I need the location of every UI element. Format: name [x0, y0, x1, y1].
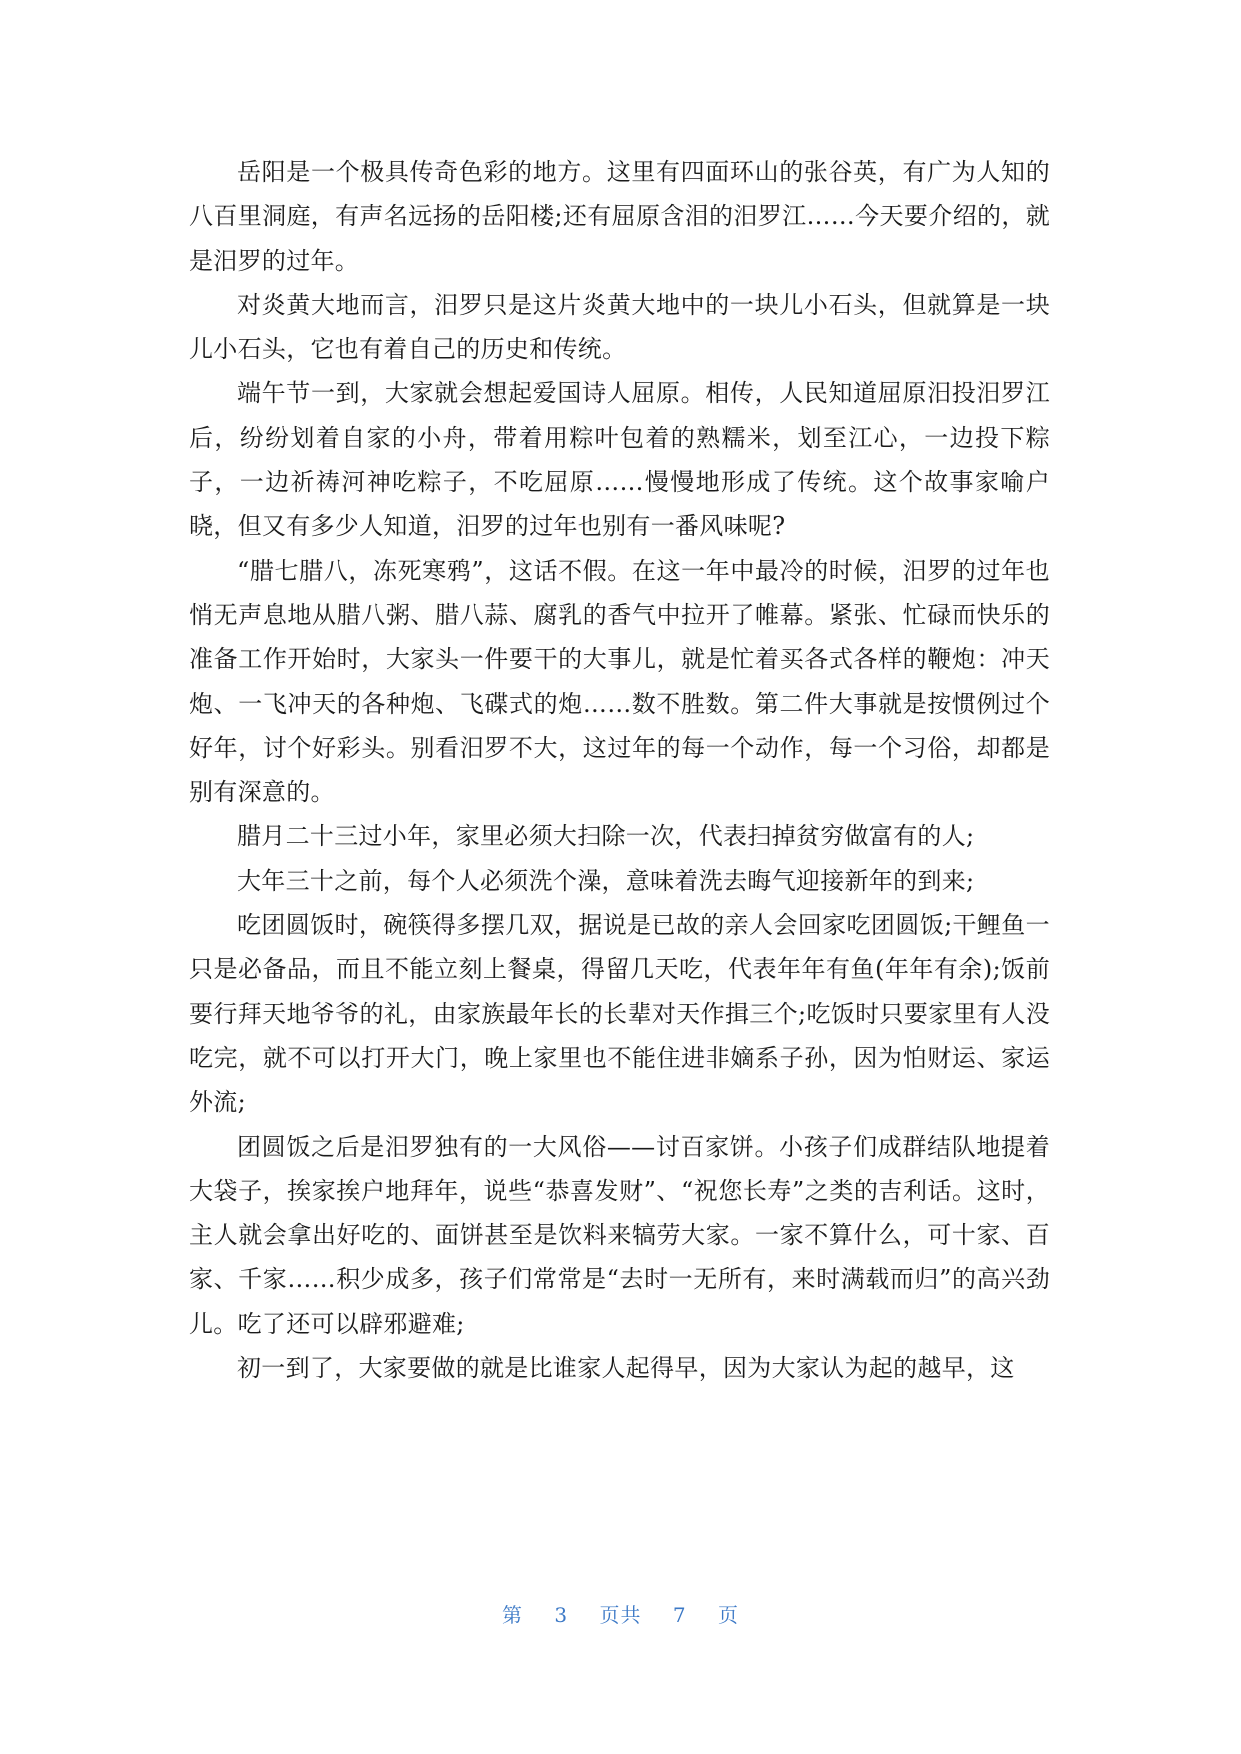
article-body [189, 150, 1050, 1390]
paragraph: “腊七腊八，冻死寒鸦”，这话不假。在这一年中最冷的时候，汨罗的过年也悄无声息地从腊八粥、腊八蒜、腐乳的香气中拉开了帷幕。紧张、忙碌而快乐的准备工作开始时，大家头一件要干的大事儿，就是忙着买各式各样的鞭炮：冲天炮、一飞冲天的各种炮、飞碟式的炮……数不胜数。第二件大事就是按惯例过个好年，讨个好彩头。别看汨罗不大，这过年的每一个动作，每一个习俗，却都是别有深意的。 [189, 556, 1050, 807]
footer-text-middle: 页共 [599, 1603, 642, 1627]
paragraph: 吃团圆饭时，碗筷得多摆几双，据说是已故的亲人会回家吃团圆饭;干鲤鱼一只是必备品，而且不能立刻上餐桌，得留几天吃，代表年年有鱼(年年有余);饭前要行拜天地爷爷的礼，由家族最年长的长辈对天作揖三个;吃饭时只要家里有人没吃完，就不可以打开大门，晚上家里也不能住进非嫡系子孙，因为怕财运、家运外流; [189, 911, 1050, 1117]
paragraph: 岳阳是一个极具传奇色彩的地方。这里有四面环山的张谷英，有广为人知的八百里洞庭，有声名远扬的岳阳楼;还有屈原含泪的汨罗江……今天要介绍的，就是汨罗的过年。 [189, 158, 1050, 275]
paragraph: 大年三十之前，每个人必须洗个澡，意味着洗去晦气迎接新年的到来; [237, 866, 975, 895]
current-page-number: 3 [554, 1603, 569, 1627]
paragraph: 腊月二十三过小年，家里必须大扫除一次，代表扫掉贫穷做富有的人; [237, 822, 975, 851]
paragraph: 对炎黄大地而言，汨罗只是这片炎黄大地中的一块儿小石头，但就算是一块儿小石头，它也有着自己的历史和传统。 [189, 290, 1050, 364]
footer-text-suffix: 页 [717, 1603, 739, 1627]
total-page-number: 7 [672, 1603, 687, 1627]
page-number-footer [0, 1599, 1241, 1628]
paragraph: 端午节一到，大家就会想起爱国诗人屈原。相传，人民知道屈原汨投汨罗江后，纷纷划着自家的小舟，带着用粽叶包着的熟糯米，划至江心，一边投下粽子，一边祈祷河神吃粽子，不吃屈原……慢慢地形成了传统。这个故事家喻户晓，但又有多少人知道，汨罗的过年也别有一番风味呢? [189, 379, 1050, 541]
paragraph: 初一到了，大家要做的就是比谁家人起得早，因为大家认为起的越早，这 [237, 1354, 1015, 1383]
paragraph: 团圆饭之后是汨罗独有的一大风俗——讨百家饼。小孩子们成群结队地提着大袋子，挨家挨户地拜年，说些“恭喜发财”、“祝您长寿”之类的吉利话。这时，主人就会拿出好吃的、面饼甚至是饮料来犒劳大家。一家不算什么，可十家、百家、千家……积少成多，孩子们常常是“去时一无所有，来时满载而归”的高兴劲儿。吃了还可以辟邪避难; [189, 1132, 1050, 1338]
footer-text-prefix: 第 [502, 1603, 524, 1627]
